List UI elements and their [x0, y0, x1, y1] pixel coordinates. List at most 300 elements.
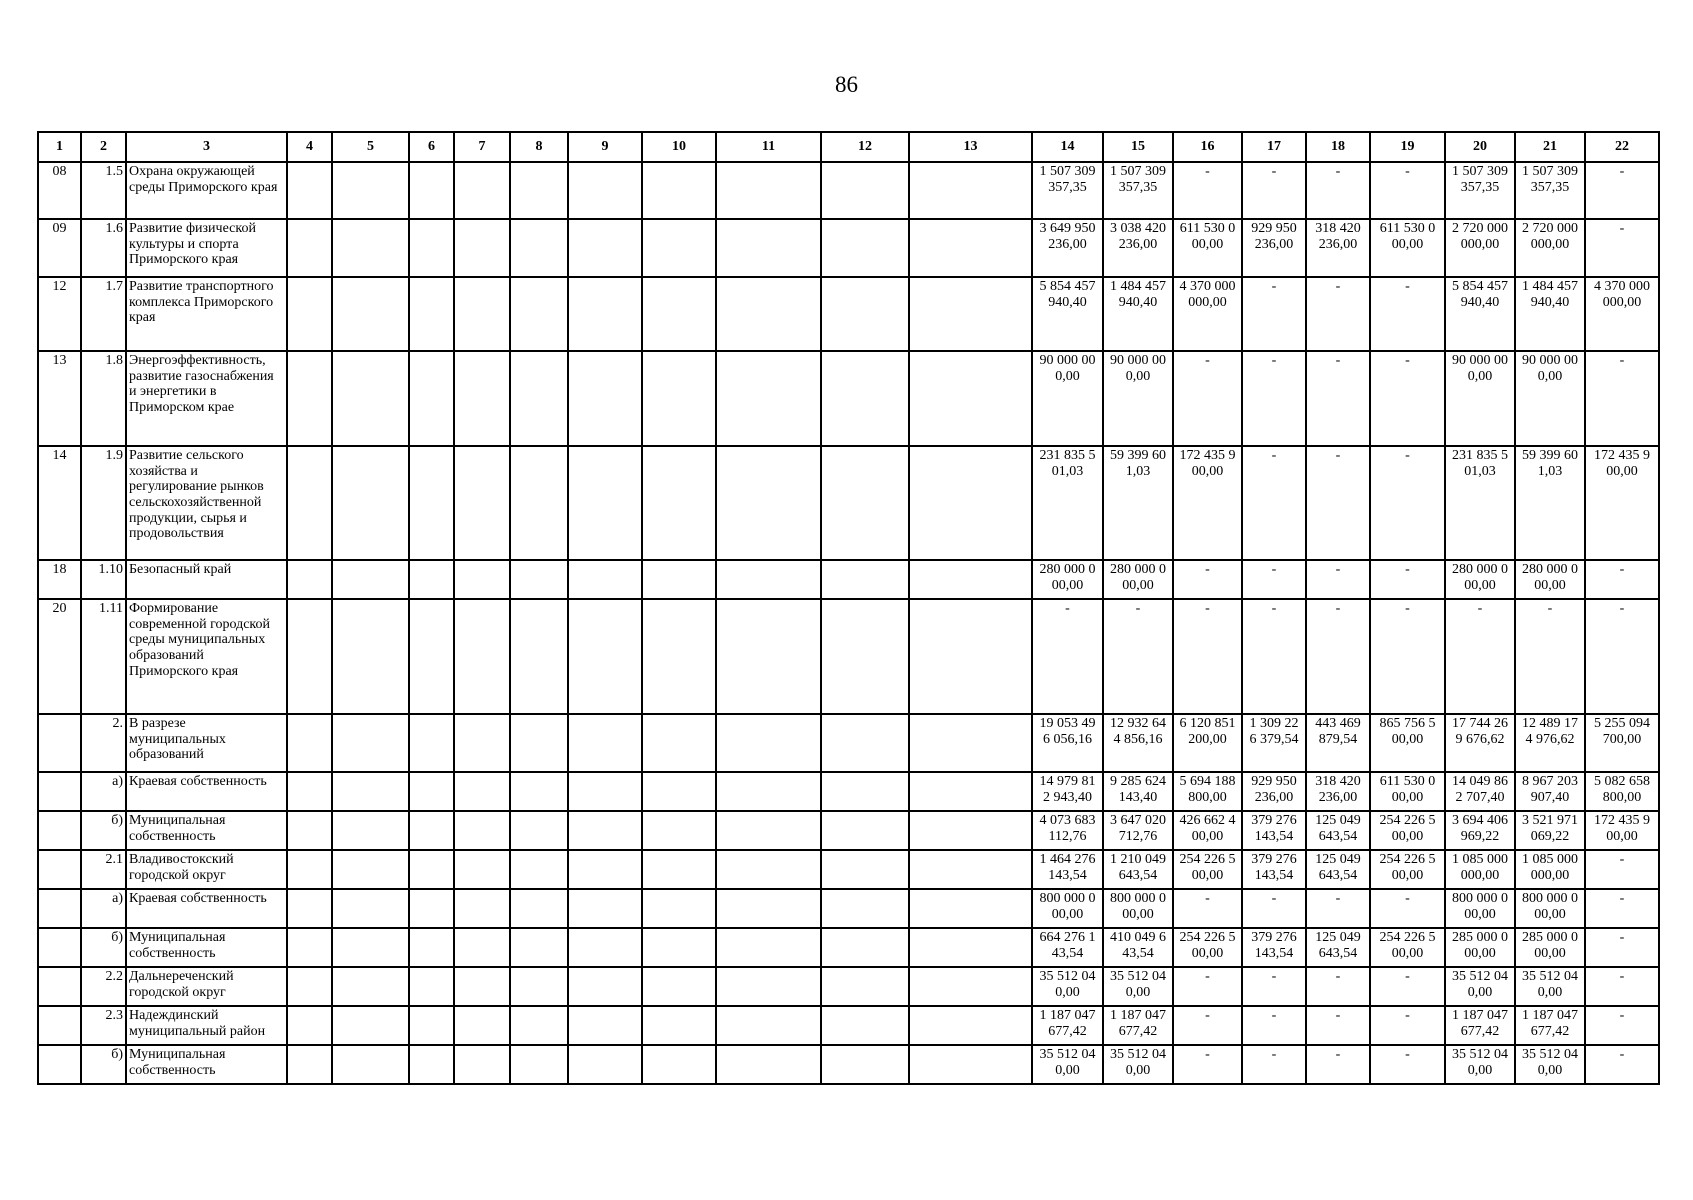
cell-col-8	[510, 560, 568, 599]
cell-col-17: 379 276 143,54	[1242, 928, 1306, 967]
cell-col-7	[454, 714, 510, 772]
cell-col-8	[510, 772, 568, 811]
cell-col-22: -	[1585, 928, 1659, 967]
cell-col-6	[409, 277, 454, 351]
cell-col-21: 35 512 04 0,00	[1515, 967, 1585, 1006]
cell-col-14: 664 276 1 43,54	[1032, 928, 1103, 967]
cell-col-4	[287, 219, 332, 277]
cell-col-15: 90 000 00 0,00	[1103, 351, 1173, 446]
cell-col-21: 59 399 60 1,03	[1515, 446, 1585, 560]
cell-col-21: 280 000 0 00,00	[1515, 560, 1585, 599]
cell-col-20: 285 000 0 00,00	[1445, 928, 1515, 967]
cell-col-22: -	[1585, 889, 1659, 928]
cell-col-21: 1 187 047 677,42	[1515, 1006, 1585, 1045]
cell-col-8	[510, 162, 568, 219]
cell-col-16: -	[1173, 967, 1242, 1006]
cell-col-17: -	[1242, 351, 1306, 446]
cell-col-18: 318 420 236,00	[1306, 772, 1370, 811]
cell-col-1: 13	[38, 351, 81, 446]
cell-col-7	[454, 162, 510, 219]
cell-col-2: а)	[81, 889, 126, 928]
cell-col-22: -	[1585, 351, 1659, 446]
cell-col-5	[332, 446, 409, 560]
cell-col-15: 3 038 420 236,00	[1103, 219, 1173, 277]
cell-col-6	[409, 889, 454, 928]
cell-col-2: а)	[81, 772, 126, 811]
cell-col-11	[716, 811, 821, 850]
cell-col-20: 280 000 0 00,00	[1445, 560, 1515, 599]
table-row	[38, 772, 1659, 811]
cell-col-3: Краевая собственность	[126, 772, 287, 811]
column-header-11: 11	[716, 132, 821, 162]
cell-col-6	[409, 351, 454, 446]
cell-col-8	[510, 277, 568, 351]
cell-col-13	[909, 560, 1032, 599]
cell-col-2: 1.5	[81, 162, 126, 219]
cell-col-4	[287, 772, 332, 811]
cell-col-9	[568, 811, 642, 850]
cell-col-2: 1.8	[81, 351, 126, 446]
column-header-20: 20	[1445, 132, 1515, 162]
cell-col-8	[510, 811, 568, 850]
cell-col-19: 254 226 5 00,00	[1370, 850, 1445, 889]
cell-col-13	[909, 277, 1032, 351]
cell-col-5	[332, 714, 409, 772]
cell-col-12	[821, 850, 909, 889]
cell-col-7	[454, 277, 510, 351]
cell-col-16: 5 694 188 800,00	[1173, 772, 1242, 811]
cell-col-11	[716, 967, 821, 1006]
cell-col-13	[909, 599, 1032, 714]
cell-col-12	[821, 162, 909, 219]
cell-col-3: Энергоэффективность, развитие газоснабжения и энергетики в Приморском крае	[126, 351, 287, 446]
cell-col-10	[642, 772, 716, 811]
table-row	[38, 714, 1659, 772]
cell-col-1: 14	[38, 446, 81, 560]
cell-col-7	[454, 560, 510, 599]
cell-col-12	[821, 351, 909, 446]
cell-col-19: -	[1370, 1045, 1445, 1084]
cell-col-20: 3 694 406 969,22	[1445, 811, 1515, 850]
table-row	[38, 889, 1659, 928]
cell-col-1: 08	[38, 162, 81, 219]
cell-col-7	[454, 928, 510, 967]
cell-col-9	[568, 560, 642, 599]
cell-col-20: -	[1445, 599, 1515, 714]
cell-col-17: 929 950 236,00	[1242, 219, 1306, 277]
cell-col-13	[909, 446, 1032, 560]
column-header-14: 14	[1032, 132, 1103, 162]
cell-col-8	[510, 850, 568, 889]
cell-col-3: Надеждинский муниципальный район	[126, 1006, 287, 1045]
cell-col-7	[454, 1006, 510, 1045]
table-row	[38, 1045, 1659, 1084]
cell-col-6	[409, 714, 454, 772]
cell-col-2: 1.10	[81, 560, 126, 599]
table-row	[38, 162, 1659, 219]
column-header-17: 17	[1242, 132, 1306, 162]
cell-col-2: 1.9	[81, 446, 126, 560]
table-body	[38, 162, 1659, 1084]
cell-col-13	[909, 714, 1032, 772]
cell-col-19: -	[1370, 277, 1445, 351]
cell-col-13	[909, 1045, 1032, 1084]
table-row	[38, 599, 1659, 714]
cell-col-7	[454, 889, 510, 928]
cell-col-18: -	[1306, 1045, 1370, 1084]
cell-col-1	[38, 967, 81, 1006]
cell-col-4	[287, 351, 332, 446]
cell-col-12	[821, 967, 909, 1006]
cell-col-9	[568, 277, 642, 351]
cell-col-18: -	[1306, 967, 1370, 1006]
table-row	[38, 811, 1659, 850]
cell-col-14: 19 053 49 6 056,16	[1032, 714, 1103, 772]
cell-col-9	[568, 967, 642, 1006]
cell-col-4	[287, 162, 332, 219]
cell-col-20: 90 000 00 0,00	[1445, 351, 1515, 446]
cell-col-16: -	[1173, 560, 1242, 599]
cell-col-10	[642, 446, 716, 560]
cell-col-21: 12 489 17 4 976,62	[1515, 714, 1585, 772]
column-header-8: 8	[510, 132, 568, 162]
cell-col-4	[287, 850, 332, 889]
column-header-6: 6	[409, 132, 454, 162]
cell-col-21: 2 720 000 000,00	[1515, 219, 1585, 277]
cell-col-1	[38, 714, 81, 772]
cell-col-9	[568, 162, 642, 219]
cell-col-2: б)	[81, 928, 126, 967]
column-header-1: 1	[38, 132, 81, 162]
cell-col-1	[38, 772, 81, 811]
cell-col-7	[454, 772, 510, 811]
cell-col-12	[821, 599, 909, 714]
cell-col-8	[510, 351, 568, 446]
column-header-3: 3	[126, 132, 287, 162]
table-row	[38, 446, 1659, 560]
cell-col-13	[909, 1006, 1032, 1045]
cell-col-5	[332, 560, 409, 599]
cell-col-22: -	[1585, 850, 1659, 889]
cell-col-6	[409, 162, 454, 219]
cell-col-22: -	[1585, 560, 1659, 599]
cell-col-10	[642, 599, 716, 714]
cell-col-6	[409, 599, 454, 714]
cell-col-4	[287, 277, 332, 351]
cell-col-18: -	[1306, 351, 1370, 446]
cell-col-8	[510, 599, 568, 714]
cell-col-8	[510, 889, 568, 928]
cell-col-3: Муниципальная собственность	[126, 928, 287, 967]
cell-col-12	[821, 928, 909, 967]
cell-col-20: 5 854 457 940,40	[1445, 277, 1515, 351]
cell-col-15: 1 210 049 643,54	[1103, 850, 1173, 889]
cell-col-5	[332, 599, 409, 714]
cell-col-12	[821, 219, 909, 277]
cell-col-5	[332, 1045, 409, 1084]
cell-col-15: 1 187 047 677,42	[1103, 1006, 1173, 1045]
budget-table	[37, 131, 1660, 1085]
cell-col-15: 59 399 60 1,03	[1103, 446, 1173, 560]
cell-col-18: -	[1306, 599, 1370, 714]
cell-col-9	[568, 599, 642, 714]
cell-col-2: б)	[81, 1045, 126, 1084]
cell-col-2: 1.7	[81, 277, 126, 351]
column-header-9: 9	[568, 132, 642, 162]
cell-col-8	[510, 1006, 568, 1045]
cell-col-9	[568, 219, 642, 277]
cell-col-4	[287, 1006, 332, 1045]
cell-col-14: 1 464 276 143,54	[1032, 850, 1103, 889]
cell-col-2: 2.1	[81, 850, 126, 889]
cell-col-8	[510, 967, 568, 1006]
cell-col-18: -	[1306, 560, 1370, 599]
cell-col-7	[454, 599, 510, 714]
cell-col-16: -	[1173, 599, 1242, 714]
cell-col-3: Владивостокский городской округ	[126, 850, 287, 889]
cell-col-11	[716, 560, 821, 599]
cell-col-22: 172 435 9 00,00	[1585, 446, 1659, 560]
cell-col-16: -	[1173, 1045, 1242, 1084]
cell-col-4	[287, 967, 332, 1006]
cell-col-19: 611 530 0 00,00	[1370, 219, 1445, 277]
cell-col-13	[909, 889, 1032, 928]
cell-col-9	[568, 1045, 642, 1084]
cell-col-13	[909, 967, 1032, 1006]
cell-col-1	[38, 1045, 81, 1084]
cell-col-4	[287, 599, 332, 714]
cell-col-19: -	[1370, 1006, 1445, 1045]
cell-col-19: -	[1370, 967, 1445, 1006]
cell-col-10	[642, 1045, 716, 1084]
cell-col-11	[716, 1006, 821, 1045]
cell-col-2: 1.11	[81, 599, 126, 714]
cell-col-12	[821, 772, 909, 811]
header-row	[38, 132, 1659, 162]
cell-col-7	[454, 351, 510, 446]
cell-col-17: -	[1242, 1006, 1306, 1045]
cell-col-16: 611 530 0 00,00	[1173, 219, 1242, 277]
cell-col-3: Развитие физической культуры и спорта Приморского края	[126, 219, 287, 277]
cell-col-14: 5 854 457 940,40	[1032, 277, 1103, 351]
cell-col-7	[454, 446, 510, 560]
cell-col-17: 379 276 143,54	[1242, 850, 1306, 889]
cell-col-8	[510, 219, 568, 277]
cell-col-20: 1 085 000 000,00	[1445, 850, 1515, 889]
table-row	[38, 967, 1659, 1006]
cell-col-11	[716, 889, 821, 928]
column-header-2: 2	[81, 132, 126, 162]
cell-col-21: -	[1515, 599, 1585, 714]
cell-col-13	[909, 811, 1032, 850]
cell-col-3: Муниципальная собственность	[126, 1045, 287, 1084]
cell-col-19: 254 226 5 00,00	[1370, 928, 1445, 967]
cell-col-14: -	[1032, 599, 1103, 714]
cell-col-13	[909, 850, 1032, 889]
cell-col-5	[332, 850, 409, 889]
cell-col-22: -	[1585, 599, 1659, 714]
cell-col-21: 1 484 457 940,40	[1515, 277, 1585, 351]
cell-col-13	[909, 219, 1032, 277]
cell-col-5	[332, 351, 409, 446]
cell-col-9	[568, 928, 642, 967]
cell-col-21: 90 000 00 0,00	[1515, 351, 1585, 446]
cell-col-11	[716, 1045, 821, 1084]
cell-col-5	[332, 219, 409, 277]
cell-col-19: -	[1370, 889, 1445, 928]
cell-col-4	[287, 446, 332, 560]
cell-col-22: 5 255 094 700,00	[1585, 714, 1659, 772]
cell-col-10	[642, 351, 716, 446]
cell-col-13	[909, 162, 1032, 219]
cell-col-6	[409, 850, 454, 889]
cell-col-16: 6 120 851 200,00	[1173, 714, 1242, 772]
cell-col-19: -	[1370, 560, 1445, 599]
cell-col-11	[716, 351, 821, 446]
cell-col-11	[716, 772, 821, 811]
cell-col-3: В разрезе муниципальных образований	[126, 714, 287, 772]
cell-col-16: -	[1173, 162, 1242, 219]
cell-col-20: 1 507 309 357,35	[1445, 162, 1515, 219]
cell-col-16: 426 662 4 00,00	[1173, 811, 1242, 850]
cell-col-10	[642, 219, 716, 277]
cell-col-22: -	[1585, 967, 1659, 1006]
cell-col-20: 1 187 047 677,42	[1445, 1006, 1515, 1045]
cell-col-11	[716, 277, 821, 351]
column-header-13: 13	[909, 132, 1032, 162]
cell-col-5	[332, 277, 409, 351]
cell-col-10	[642, 889, 716, 928]
cell-col-7	[454, 967, 510, 1006]
cell-col-15: -	[1103, 599, 1173, 714]
cell-col-2: 1.6	[81, 219, 126, 277]
cell-col-19: 254 226 5 00,00	[1370, 811, 1445, 850]
cell-col-6	[409, 219, 454, 277]
cell-col-19: 865 756 5 00,00	[1370, 714, 1445, 772]
cell-col-15: 9 285 624 143,40	[1103, 772, 1173, 811]
cell-col-19: -	[1370, 446, 1445, 560]
cell-col-17: 929 950 236,00	[1242, 772, 1306, 811]
cell-col-17: -	[1242, 560, 1306, 599]
cell-col-18: -	[1306, 446, 1370, 560]
cell-col-22: -	[1585, 1006, 1659, 1045]
cell-col-10	[642, 811, 716, 850]
cell-col-17: -	[1242, 599, 1306, 714]
cell-col-14: 14 979 81 2 943,40	[1032, 772, 1103, 811]
cell-col-18: 125 049 643,54	[1306, 928, 1370, 967]
cell-col-16: -	[1173, 889, 1242, 928]
cell-col-3: Муниципальная собственность	[126, 811, 287, 850]
cell-col-4	[287, 1045, 332, 1084]
cell-col-15: 3 647 020 712,76	[1103, 811, 1173, 850]
column-header-7: 7	[454, 132, 510, 162]
cell-col-10	[642, 850, 716, 889]
cell-col-2: 2.2	[81, 967, 126, 1006]
cell-col-6	[409, 446, 454, 560]
column-header-15: 15	[1103, 132, 1173, 162]
cell-col-12	[821, 811, 909, 850]
column-header-19: 19	[1370, 132, 1445, 162]
cell-col-20: 2 720 000 000,00	[1445, 219, 1515, 277]
cell-col-17: -	[1242, 162, 1306, 219]
cell-col-15: 1 507 309 357,35	[1103, 162, 1173, 219]
cell-col-10	[642, 1006, 716, 1045]
table-row	[38, 351, 1659, 446]
cell-col-21: 1 085 000 000,00	[1515, 850, 1585, 889]
cell-col-22: 4 370 000 000,00	[1585, 277, 1659, 351]
cell-col-6	[409, 1006, 454, 1045]
column-header-5: 5	[332, 132, 409, 162]
cell-col-19: -	[1370, 162, 1445, 219]
cell-col-4	[287, 714, 332, 772]
cell-col-14: 1 507 309 357,35	[1032, 162, 1103, 219]
page-number: 86	[835, 72, 858, 97]
cell-col-5	[332, 772, 409, 811]
cell-col-8	[510, 928, 568, 967]
cell-col-9	[568, 889, 642, 928]
cell-col-15: 280 000 0 00,00	[1103, 560, 1173, 599]
cell-col-17: -	[1242, 1045, 1306, 1084]
cell-col-12	[821, 446, 909, 560]
column-header-16: 16	[1173, 132, 1242, 162]
cell-col-8	[510, 714, 568, 772]
cell-col-3: Развитие транспортного комплекса Приморского края	[126, 277, 287, 351]
cell-col-12	[821, 1006, 909, 1045]
column-header-10: 10	[642, 132, 716, 162]
cell-col-1: 12	[38, 277, 81, 351]
cell-col-15: 1 484 457 940,40	[1103, 277, 1173, 351]
cell-col-21: 8 967 203 907,40	[1515, 772, 1585, 811]
cell-col-15: 35 512 04 0,00	[1103, 967, 1173, 1006]
cell-col-1	[38, 850, 81, 889]
cell-col-8	[510, 1045, 568, 1084]
cell-col-22: -	[1585, 1045, 1659, 1084]
cell-col-3: Развитие сельского хозяйства и регулирование рынков сельскохозяйственной продукции, сырья и продовольствия	[126, 446, 287, 560]
cell-col-1	[38, 889, 81, 928]
cell-col-18: -	[1306, 162, 1370, 219]
cell-col-1: 09	[38, 219, 81, 277]
cell-col-19: 611 530 0 00,00	[1370, 772, 1445, 811]
cell-col-6	[409, 1045, 454, 1084]
cell-col-13	[909, 351, 1032, 446]
cell-col-14: 35 512 04 0,00	[1032, 967, 1103, 1006]
cell-col-20: 231 835 5 01,03	[1445, 446, 1515, 560]
cell-col-14: 280 000 0 00,00	[1032, 560, 1103, 599]
cell-col-14: 1 187 047 677,42	[1032, 1006, 1103, 1045]
cell-col-3: Краевая собственность	[126, 889, 287, 928]
cell-col-14: 90 000 00 0,00	[1032, 351, 1103, 446]
cell-col-22: -	[1585, 162, 1659, 219]
cell-col-10	[642, 162, 716, 219]
cell-col-1	[38, 1006, 81, 1045]
column-header-22: 22	[1585, 132, 1659, 162]
cell-col-3: Дальнереченский городской округ	[126, 967, 287, 1006]
cell-col-4	[287, 560, 332, 599]
cell-col-4	[287, 811, 332, 850]
cell-col-18: -	[1306, 1006, 1370, 1045]
cell-col-1	[38, 928, 81, 967]
cell-col-14: 800 000 0 00,00	[1032, 889, 1103, 928]
cell-col-10	[642, 928, 716, 967]
cell-col-17: -	[1242, 277, 1306, 351]
cell-col-12	[821, 714, 909, 772]
column-header-18: 18	[1306, 132, 1370, 162]
cell-col-19: -	[1370, 351, 1445, 446]
cell-col-7	[454, 219, 510, 277]
cell-col-9	[568, 1006, 642, 1045]
cell-col-14: 35 512 04 0,00	[1032, 1045, 1103, 1084]
cell-col-17: -	[1242, 967, 1306, 1006]
